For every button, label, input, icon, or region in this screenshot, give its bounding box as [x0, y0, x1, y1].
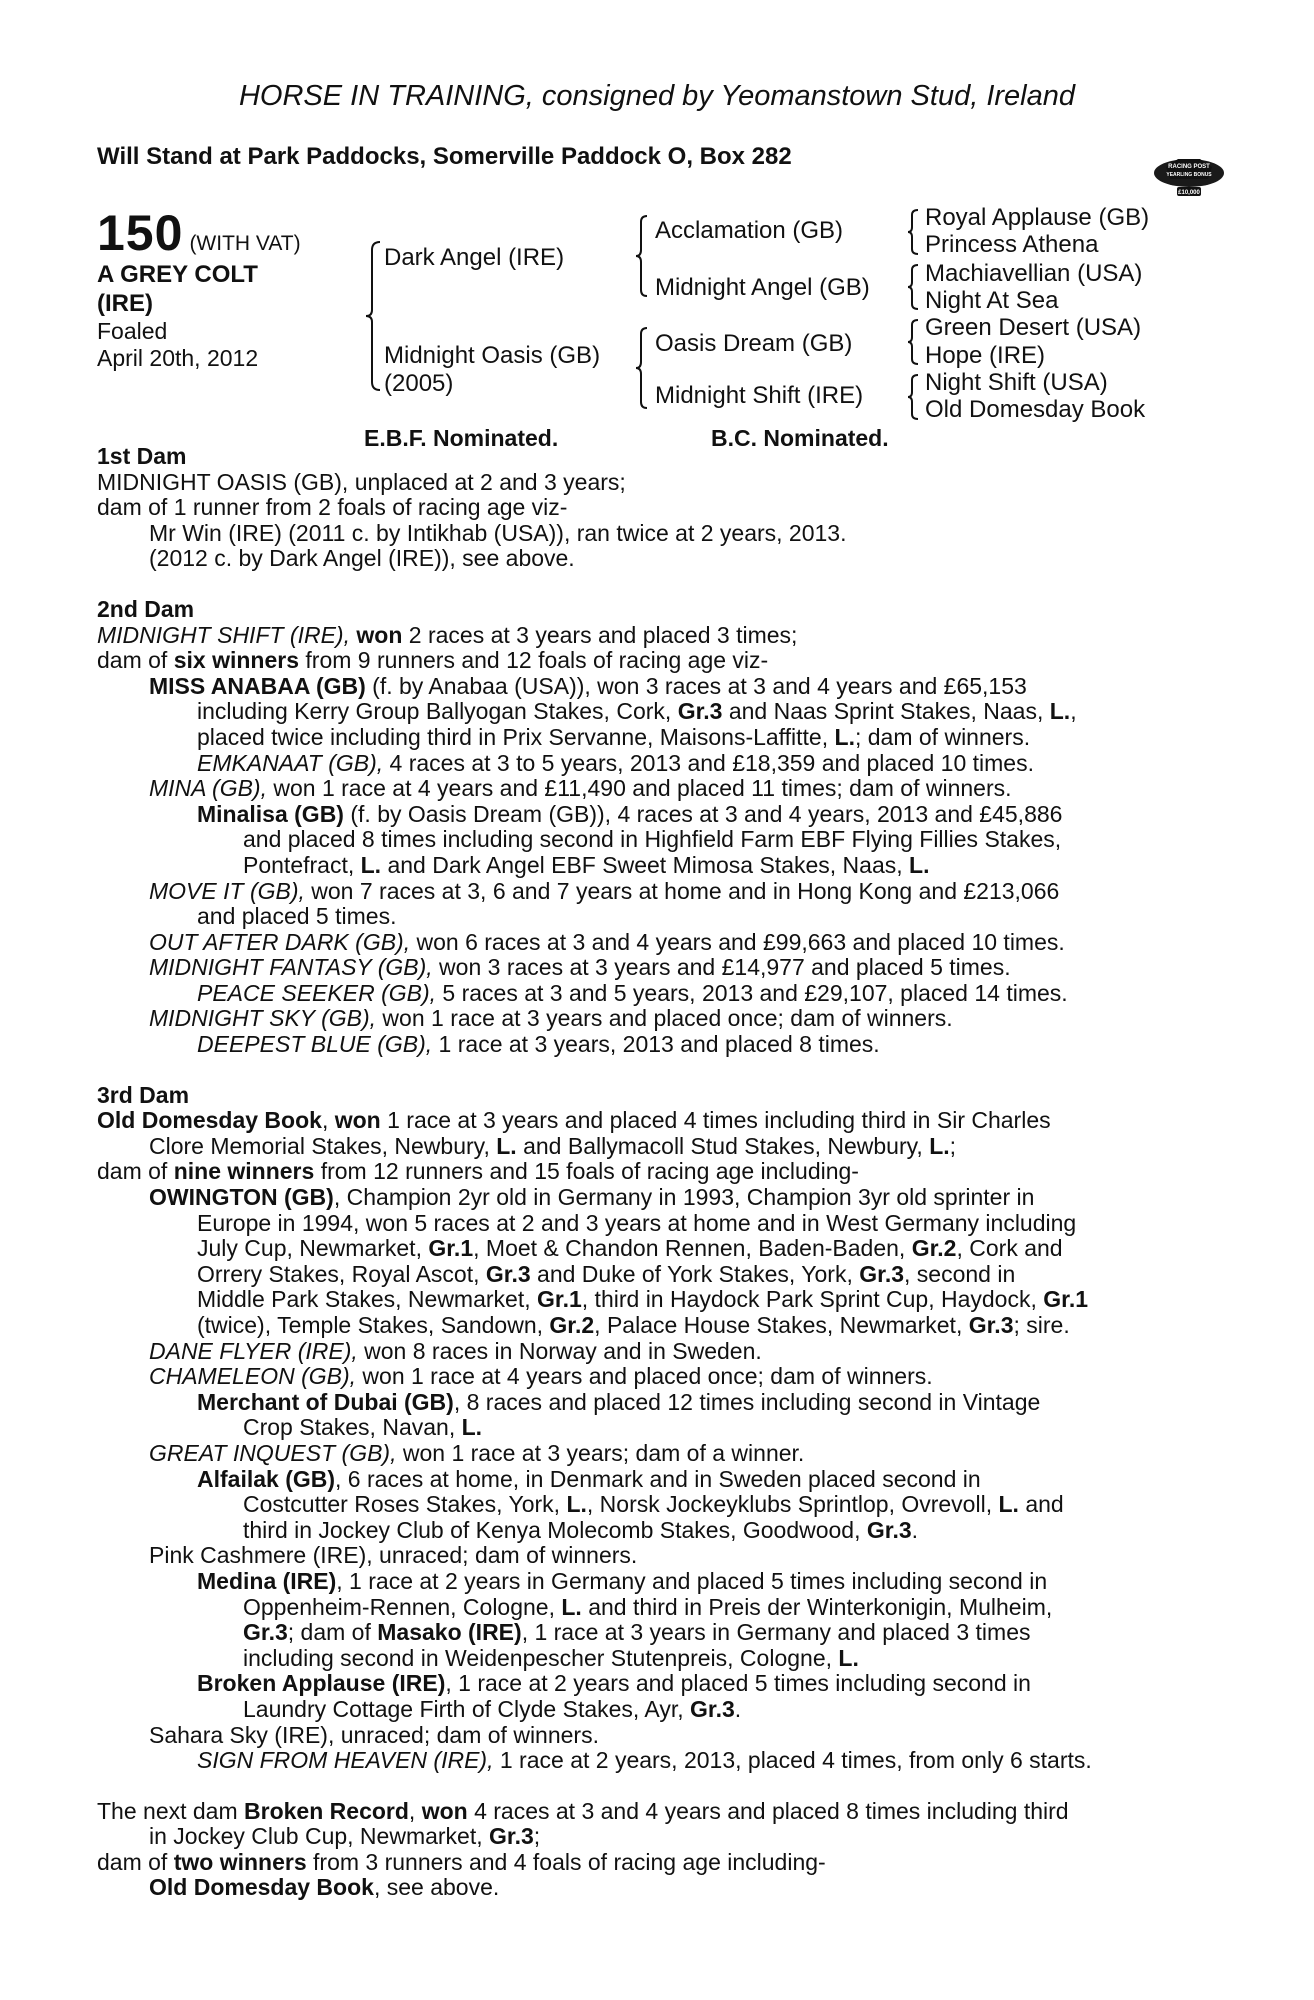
- second-dam-line: MIDNIGHT FANTASY (GB), won 3 races at 3 years and £14,977 and placed 5 times.: [149, 954, 1011, 981]
- third-dam-line: Old Domesday Book, won 1 race at 3 years and placed 4 times including third in Sir Charles: [97, 1107, 1051, 1134]
- first-dam-line: Mr Win (IRE) (2011 c. by Intikhab (USA)), ran twice at 2 years, 2013.: [149, 519, 847, 546]
- lot-desc-line2: (IRE): [97, 290, 153, 317]
- third-dam-line: OWINGTON (GB), Champion 2yr old in Germany in 1993, Champion 3yr old sprinter in: [149, 1184, 1035, 1211]
- pedigree-brace-sire: [634, 214, 650, 298]
- ped-dd: Midnight Shift (IRE): [655, 382, 864, 409]
- next-dam-line: Old Domesday Book, see above.: [149, 1874, 500, 1901]
- ped-sire: Dark Angel (IRE): [384, 244, 565, 271]
- first-dam-line: (2012 c. by Dark Angel (IRE)), see above.: [149, 545, 575, 572]
- pedigree-notes: [97, 444, 1207, 1901]
- pedigree-brace-ds: [906, 318, 920, 366]
- third-dam-line: Gr.3; dam of Masako (IRE), 1 race at 3 years in Germany and placed 3 times: [243, 1619, 1031, 1646]
- third-dam-heading: 3rd Dam: [97, 1081, 190, 1108]
- ped-dam: Midnight Oasis (GB): [384, 342, 601, 369]
- ped-ds: Oasis Dream (GB): [655, 330, 853, 357]
- pedigree-brace-main: [364, 240, 384, 392]
- next-dam-line: The next dam Broken Record, won 4 races at 3 and 4 years and placed 8 times including third: [97, 1797, 1069, 1824]
- ped-dds: Night Shift (USA): [925, 369, 1108, 396]
- ped-dam-year: (2005): [384, 370, 454, 397]
- stand-location: Will Stand at Park Paddocks, Somerville Paddock O, Box 282: [97, 143, 792, 170]
- ped-ss: Acclamation (GB): [655, 217, 844, 244]
- third-dam-line: including second in Weidenpescher Stutenpreis, Cologne, L.: [243, 1644, 859, 1671]
- third-dam-line: CHAMELEON (GB), won 1 race at 4 years and placed once; dam of winners.: [149, 1363, 933, 1390]
- second-dam-line: MIDNIGHT SHIFT (IRE), won 2 races at 3 years and placed 3 times;: [97, 621, 798, 648]
- third-dam-line: SIGN FROM HEAVEN (IRE), 1 race at 2 years, 2013, placed 4 times, from only 6 starts.: [197, 1747, 1092, 1774]
- pedigree-brace-sd: [906, 263, 920, 311]
- lot-description: [97, 260, 258, 318]
- second-dam-line: PEACE SEEKER (GB), 5 races at 3 and 5 years, 2013 and £29,107, placed 14 times.: [197, 979, 1068, 1006]
- ebf-nominated: E.B.F. Nominated.: [364, 425, 559, 451]
- second-dam-line: MOVE IT (GB), won 7 races at 3, 6 and 7 years at home and in Hong Kong and £213,066: [149, 877, 1060, 904]
- ped-dss: Green Desert (USA): [925, 314, 1142, 341]
- third-dam-line: DANE FLYER (IRE), won 8 races in Norway and in Sweden.: [149, 1337, 762, 1364]
- second-dam-line: DEEPEST BLUE (GB), 1 race at 3 years, 2013 and placed 8 times.: [197, 1031, 880, 1058]
- third-dam-line: July Cup, Newmarket, Gr.1, Moet & Chandon Rennen, Baden-Baden, Gr.2, Cork and: [197, 1235, 1063, 1262]
- third-dam-line: GREAT INQUEST (GB), won 1 race at 3 years; dam of a winner.: [149, 1439, 805, 1466]
- third-dam-line: Europe in 1994, won 5 races at 2 and 3 years at home and in West Germany including: [197, 1209, 1077, 1236]
- second-dam-line: and placed 5 times.: [197, 903, 397, 930]
- badge-line2: YEARLING BONUS: [1166, 172, 1212, 178]
- spacer: [97, 572, 1207, 597]
- third-dam-line: (twice), Temple Stakes, Sandown, Gr.2, Palace House Stakes, Newmarket, Gr.3; sire.: [197, 1312, 1070, 1338]
- foaled-label: Foaled: [97, 318, 168, 344]
- pedigree-brace-ss: [906, 208, 920, 256]
- badge-line3: £10,000: [1178, 190, 1200, 196]
- first-dam-line: dam of 1 runner from 2 foals of racing age viz-: [97, 494, 568, 521]
- lot-foaled: [97, 318, 258, 372]
- ped-sds: Machiavellian (USA): [925, 260, 1143, 287]
- third-dam-line: Pink Cashmere (IRE), unraced; dam of winners.: [149, 1542, 638, 1569]
- second-dam-line: MIDNIGHT SKY (GB), won 1 race at 3 years and placed once; dam of winners.: [149, 1005, 953, 1032]
- third-dam-line: Orrery Stakes, Royal Ascot, Gr.3 and Duke of York Stakes, York, Gr.3, second in: [197, 1260, 1016, 1287]
- lot-number-block: [97, 204, 301, 262]
- second-dam-line: dam of six winners from 9 runners and 12 foals of racing age viz-: [97, 647, 769, 674]
- third-dam-line: Alfailak (GB), 6 races at home, in Denmark and in Sweden placed second in: [197, 1465, 981, 1492]
- lot-vat: (WITH VAT): [189, 232, 301, 255]
- foaled-date: April 20th, 2012: [97, 345, 259, 371]
- lot-desc-line1: A GREY COLT: [97, 261, 258, 288]
- third-dam-line: Laundry Cottage Firth of Clyde Stakes, Ayr, Gr.3.: [243, 1695, 742, 1722]
- spacer: [97, 1774, 1207, 1799]
- ped-sss: Royal Applause (GB): [925, 204, 1150, 231]
- ped-sd: Midnight Angel (GB): [655, 274, 870, 301]
- next-dam-line: in Jockey Club Cup, Newmarket, Gr.3;: [149, 1823, 541, 1850]
- third-dam-line: Clore Memorial Stakes, Newbury, L. and Ballymacoll Stud Stakes, Newbury, L.;: [149, 1132, 957, 1159]
- third-dam-line: Crop Stakes, Navan, L.: [243, 1414, 483, 1441]
- third-dam-line: Merchant of Dubai (GB), 8 races and placed 12 times including second in Vintage: [197, 1388, 1041, 1415]
- third-dam-line: Oppenheim-Rennen, Cologne, L. and third in Preis der Winterkonigin, Mulheim,: [243, 1593, 1053, 1620]
- third-dam-line: Costcutter Roses Stakes, York, L., Norsk Jockeyklubs Sprintlop, Ovrevoll, L. and: [243, 1491, 1064, 1518]
- pedigree-brace-dd: [906, 373, 920, 421]
- second-dam-line: OUT AFTER DARK (GB), won 6 races at 3 and 4 years and £99,663 and placed 10 times.: [149, 928, 1065, 955]
- second-dam-line: Pontefract, L. and Dark Angel EBF Sweet Mimosa Stakes, Naas, L.: [243, 851, 930, 878]
- first-dam-line: MIDNIGHT OASIS (GB), unplaced at 2 and 3 years;: [97, 468, 626, 495]
- ped-sdd: Night At Sea: [925, 287, 1059, 314]
- first-dam-heading: 1st Dam: [97, 443, 187, 469]
- third-dam-line: Sahara Sky (IRE), unraced; dam of winners.: [149, 1721, 599, 1748]
- second-dam-line: Minalisa (GB) (f. by Oasis Dream (GB)), 4 races at 3 and 4 years, 2013 and £45,886: [197, 800, 1063, 827]
- page-title: HORSE IN TRAINING, consigned by Yeomanstown Stud, Ireland: [238, 80, 1075, 112]
- lot-number: 150: [97, 205, 184, 261]
- pedigree-brace-dam: [634, 326, 650, 410]
- ped-ddd: Old Domesday Book: [925, 396, 1146, 423]
- second-dam-line: and placed 8 times including second in Highfield Farm EBF Flying Fillies Stakes,: [243, 826, 1062, 853]
- spacer: [97, 1058, 1207, 1083]
- second-dam-line: MINA (GB), won 1 race at 4 years and £11,490 and placed 11 times; dam of winners.: [149, 775, 1012, 802]
- second-dam-line: MISS ANABAA (GB) (f. by Anabaa (USA)), won 3 races at 3 and 4 years and £65,153: [149, 672, 1027, 699]
- next-dam-line: dam of two winners from 3 runners and 4 foals of racing age including-: [97, 1848, 826, 1875]
- third-dam-line: Middle Park Stakes, Newmarket, Gr.1, third in Haydock Park Sprint Cup, Haydock, Gr.1: [197, 1286, 1089, 1313]
- second-dam-line: EMKANAAT (GB), 4 races at 3 to 5 years, 2013 and £18,359 and placed 10 times.: [197, 749, 1034, 776]
- badge-line1: RACING POST: [1168, 164, 1210, 170]
- third-dam-line: third in Jockey Club of Kenya Molecomb Stakes, Goodwood, Gr.3.: [243, 1516, 919, 1543]
- second-dam-line: placed twice including third in Prix Servanne, Maisons-Laffitte, L.; dam of winners.: [197, 723, 1031, 750]
- ped-dsd: Hope (IRE): [925, 342, 1046, 369]
- ped-ssd: Princess Athena: [925, 231, 1099, 258]
- third-dam-line: Medina (IRE), 1 race at 2 years in Germany and placed 5 times including second in: [197, 1567, 1048, 1594]
- third-dam-line: dam of nine winners from 12 runners and 15 foals of racing age including-: [97, 1158, 859, 1185]
- second-dam-line: including Kerry Group Ballyogan Stakes, Cork, Gr.3 and Naas Sprint Stakes, Naas, L.,: [197, 698, 1077, 725]
- second-dam-heading: 2nd Dam: [97, 595, 195, 622]
- third-dam-line: Broken Applause (IRE), 1 race at 2 years and placed 5 times including second in: [197, 1670, 1031, 1697]
- yearling-bonus-badge: [1152, 149, 1226, 199]
- bc-nominated: B.C. Nominated.: [711, 425, 889, 451]
